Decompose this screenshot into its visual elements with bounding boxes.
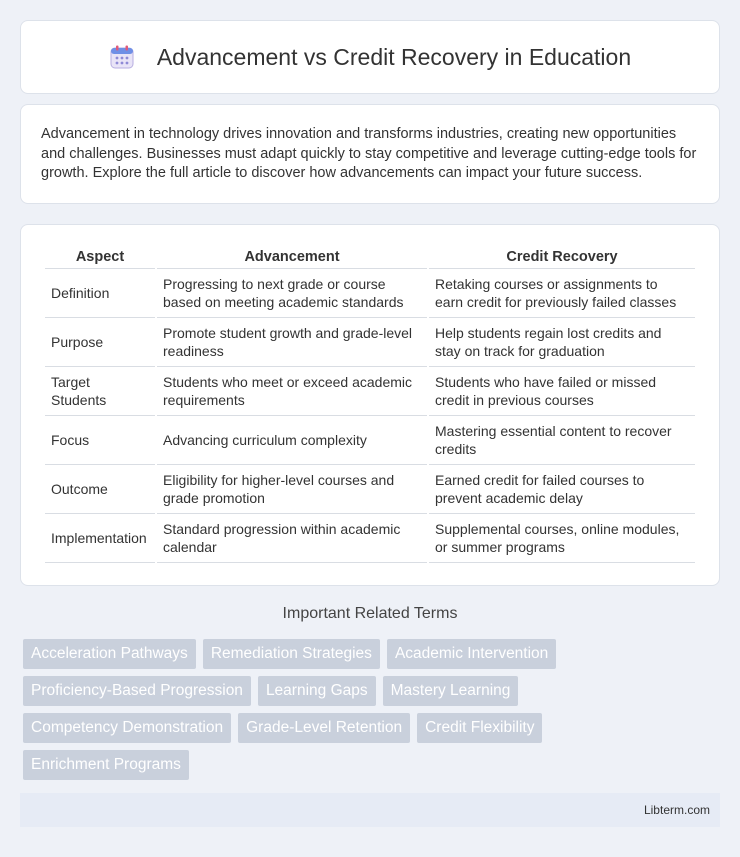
cell-advancement: Eligibility for higher-level courses and grade promotion [157, 465, 427, 514]
footer [20, 793, 720, 827]
related-term-tag[interactable]: Competency Demonstration [23, 713, 231, 743]
cell-aspect: Target Students [45, 367, 155, 416]
related-term-tag[interactable]: Learning Gaps [258, 676, 376, 706]
calendar-icon [109, 44, 135, 70]
cell-credit-recovery: Earned credit for failed courses to prevent academic delay [429, 465, 695, 514]
related-terms-title: Important Related Terms [282, 605, 458, 622]
cell-credit-recovery: Mastering essential content to recover credits [429, 416, 695, 465]
cell-advancement: Advancing curriculum complexity [157, 416, 427, 465]
related-term-tag[interactable]: Enrichment Programs [23, 750, 189, 780]
comparison-table [43, 245, 697, 563]
cell-advancement: Standard progression within academic calendar [157, 514, 427, 563]
cell-advancement: Promote student growth and grade-level readiness [157, 318, 427, 367]
related-term-tag[interactable]: Proficiency-Based Progression [23, 676, 251, 706]
cell-credit-recovery: Supplemental courses, online modules, or summer programs [429, 514, 695, 563]
intro-card [20, 104, 720, 204]
related-term-tag[interactable]: Remediation Strategies [203, 639, 380, 669]
header-aspect: Aspect [45, 245, 155, 269]
intro-text: Advancement in technology drives innovation and transforms industries, creating new opportunities and challenges. Businesses must adapt quickly to stay competitive and leverage cutting-edge tools for growth. Explore the full article to discover how advancements can impact your future success. [41, 126, 697, 181]
comparison-table-card [20, 224, 720, 586]
related-term-tag[interactable]: Acceleration Pathways [23, 639, 196, 669]
header-credit-recovery: Credit Recovery [429, 245, 695, 269]
table-row [45, 416, 695, 465]
related-term-tag[interactable]: Grade-Level Retention [238, 713, 410, 743]
cell-aspect: Definition [45, 269, 155, 318]
related-terms-list [23, 639, 713, 780]
table-header-row [45, 245, 695, 269]
table-row [45, 269, 695, 318]
cell-aspect: Purpose [45, 318, 155, 367]
table-row [45, 514, 695, 563]
related-term-tag[interactable]: Academic Intervention [387, 639, 556, 669]
table-row [45, 318, 695, 367]
table-row [45, 465, 695, 514]
cell-aspect: Implementation [45, 514, 155, 563]
related-term-tag[interactable]: Mastery Learning [383, 676, 519, 706]
cell-credit-recovery: Students who have failed or missed credit in previous courses [429, 367, 695, 416]
related-term-tag[interactable]: Credit Flexibility [417, 713, 542, 743]
cell-credit-recovery: Retaking courses or assignments to earn credit for previously failed classes [429, 269, 695, 318]
title-wrap [109, 44, 631, 71]
cell-advancement: Progressing to next grade or course based on meeting academic standards [157, 269, 427, 318]
footer-site-link[interactable]: Libterm.com [643, 803, 710, 817]
header-advancement: Advancement [157, 245, 427, 269]
header-card [20, 20, 720, 94]
page-title: Advancement vs Credit Recovery in Education [156, 43, 632, 70]
cell-advancement: Students who meet or exceed academic requirements [157, 367, 427, 416]
cell-aspect: Focus [45, 416, 155, 465]
cell-credit-recovery: Help students regain lost credits and stay on track for graduation [429, 318, 695, 367]
cell-aspect: Outcome [45, 465, 155, 514]
table-row [45, 367, 695, 416]
